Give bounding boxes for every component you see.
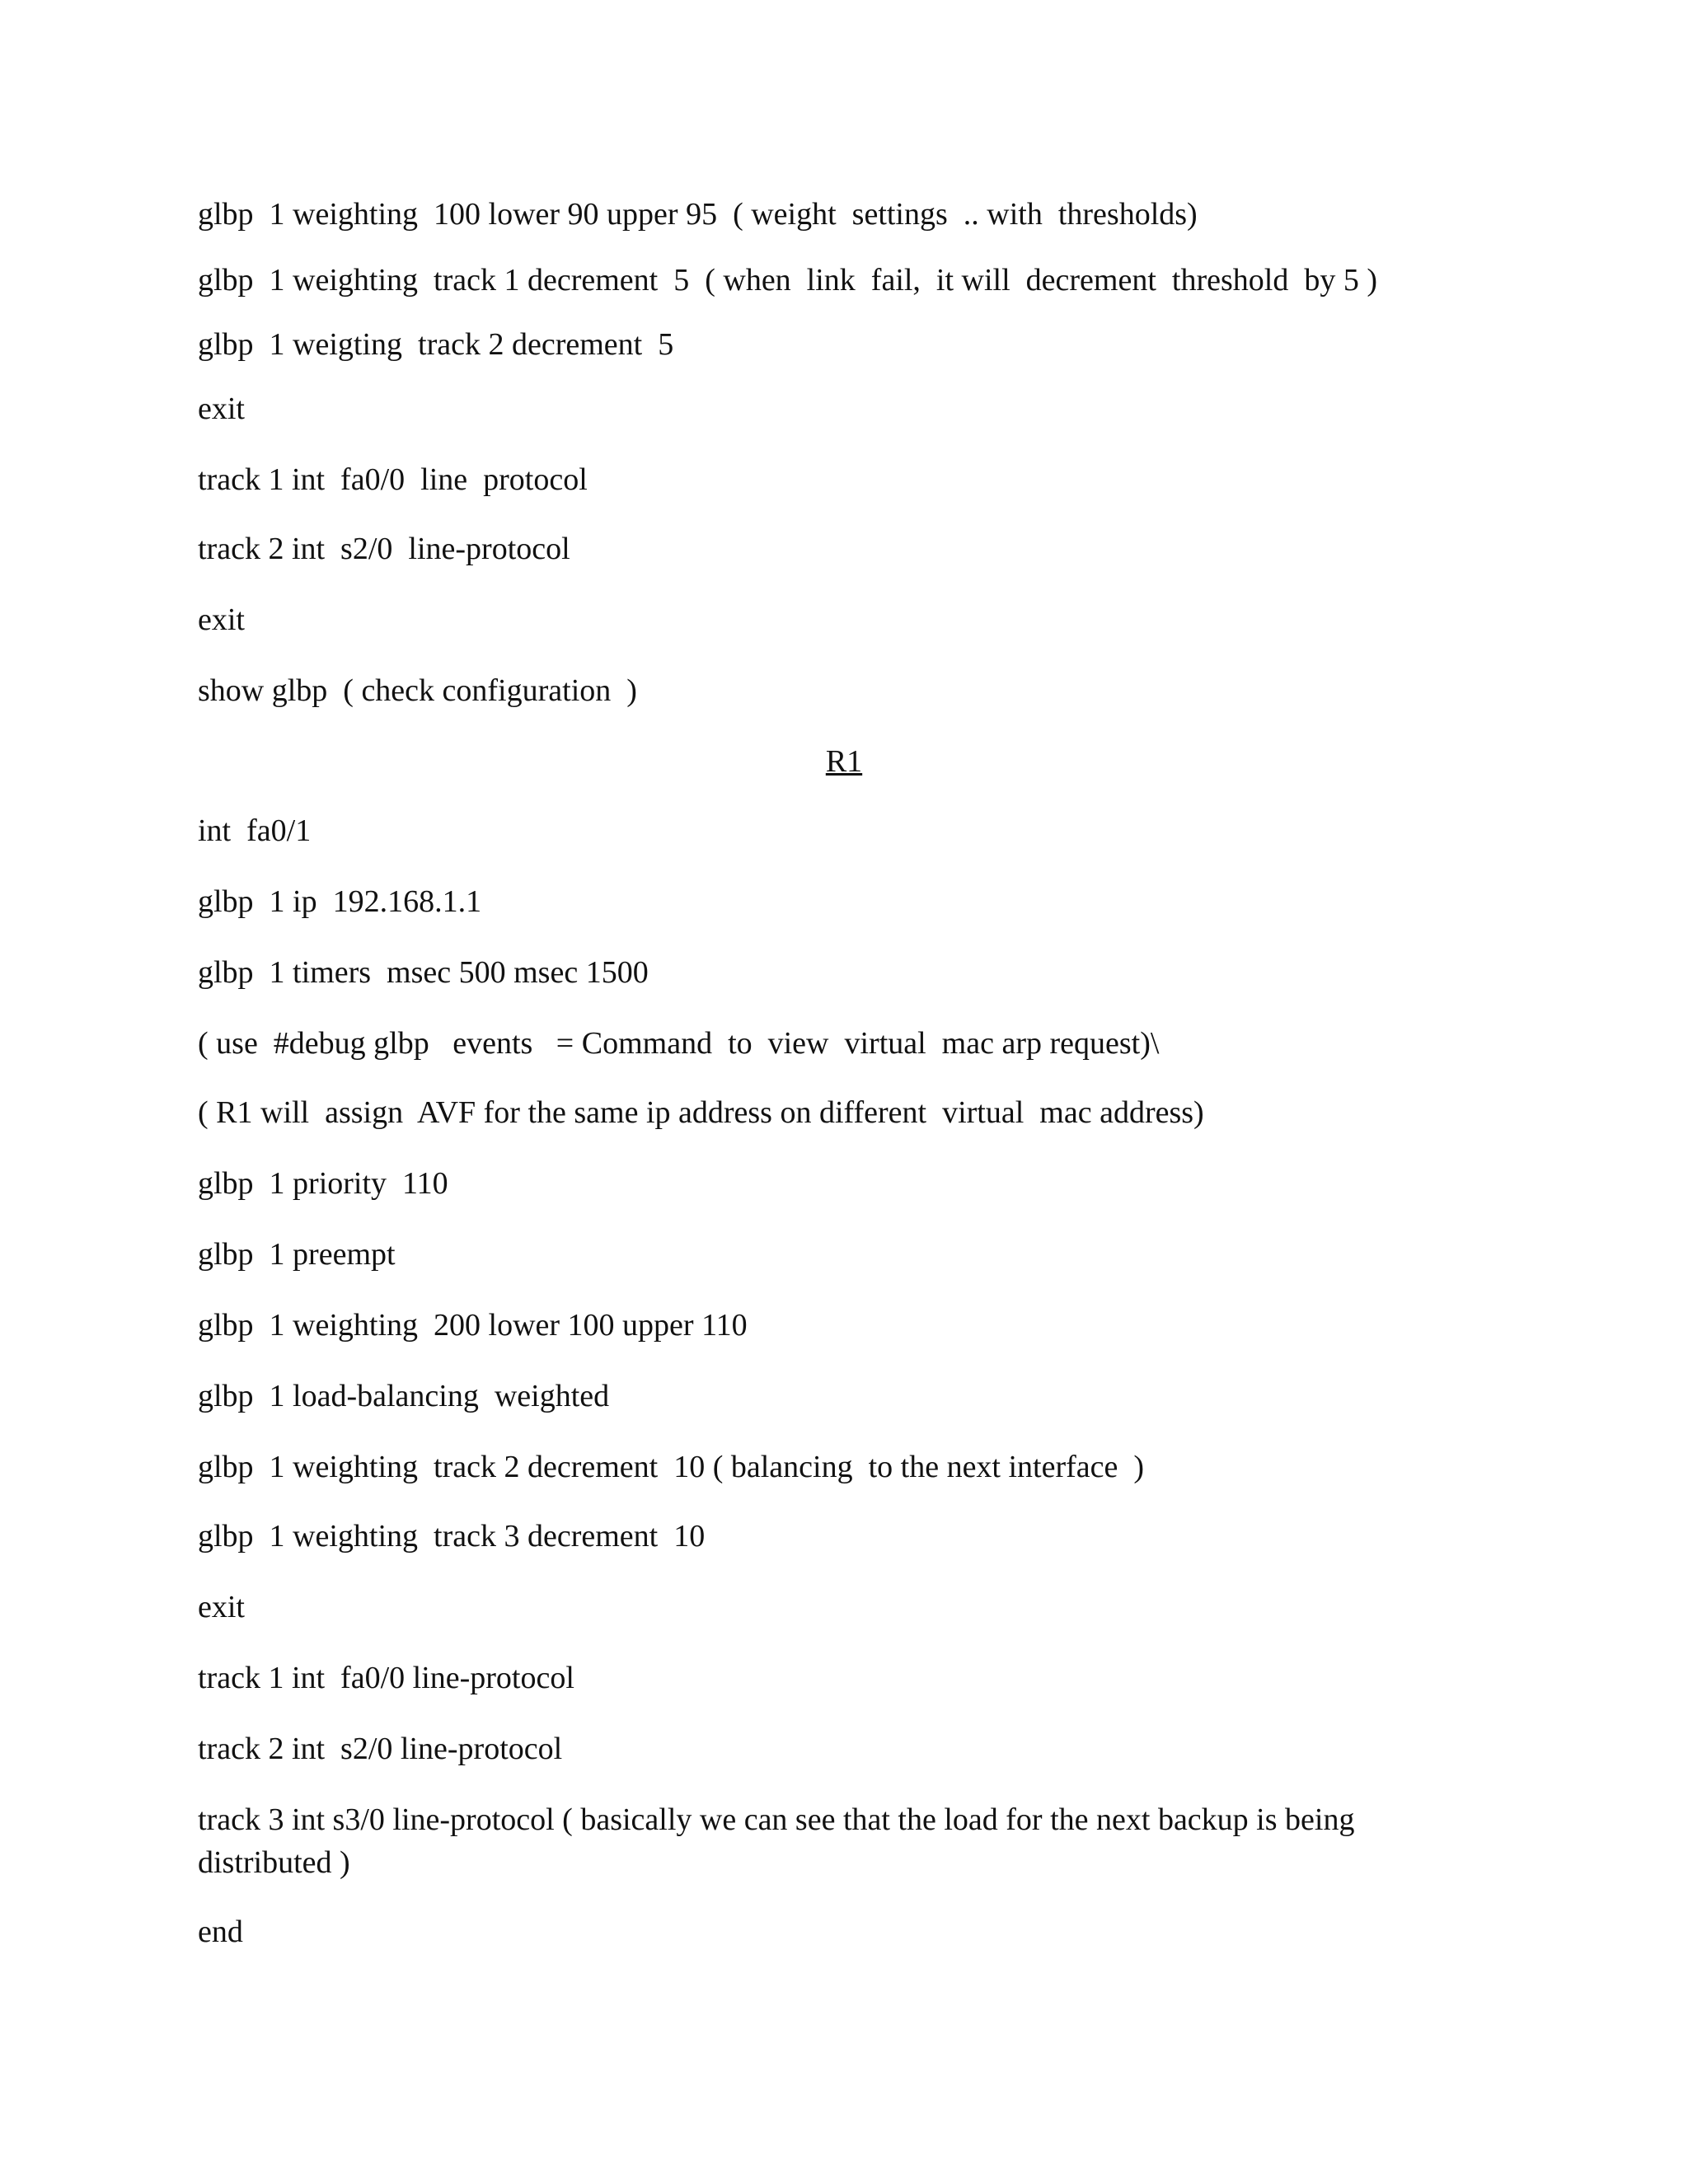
text-line: exit <box>198 1590 245 1624</box>
text-line: ( R1 will assign AVF for the same ip address on different virtual mac address) <box>198 1095 1204 1130</box>
text-line: exit <box>198 391 245 426</box>
text-line: glbp 1 priority 110 <box>198 1166 448 1201</box>
text-line: track 1 int fa0/0 line protocol <box>198 462 588 497</box>
text-line: glbp 1 weighting 200 lower 100 upper 110 <box>198 1308 748 1343</box>
text-line: end <box>198 1915 243 1949</box>
text-line: glbp 1 weigting track 2 decrement 5 <box>198 327 674 362</box>
text-line: int fa0/1 <box>198 813 312 848</box>
text-line: glbp 1 weighting 100 lower 90 upper 95 ( weight settings .. with thresholds) <box>198 197 1198 232</box>
text-line: track 1 int fa0/0 line-protocol <box>198 1661 574 1695</box>
text-line: glbp 1 preempt <box>198 1237 396 1272</box>
text-line: glbp 1 weighting track 3 decrement 10 <box>198 1519 706 1554</box>
text-line: track 2 int s2/0 line-protocol <box>198 1732 563 1766</box>
text-line: glbp 1 weighting track 2 decrement 10 ( balancing to the next interface ) <box>198 1450 1145 1484</box>
section-heading: R1 <box>825 744 863 779</box>
text-line: glbp 1 weighting track 1 decrement 5 ( when link fail, it will decrement threshold by 5 ) <box>198 263 1377 298</box>
text-line: track 2 int s2/0 line-protocol <box>198 532 570 566</box>
text-line-wrapped: track 3 int s3/0 line-protocol ( basically we can see that the load for the next backup is being distributed ) <box>198 1802 1355 1880</box>
text-line: exit <box>198 602 245 637</box>
text-line: ( use #debug glbp events = Command to view virtual mac arp request)\ <box>198 1026 1160 1061</box>
text-line: glbp 1 timers msec 500 msec 1500 <box>198 955 649 990</box>
text-line: glbp 1 load-balancing weighted <box>198 1379 610 1413</box>
text-line: glbp 1 ip 192.168.1.1 <box>198 884 482 919</box>
text-line: show glbp ( check configuration ) <box>198 673 637 708</box>
